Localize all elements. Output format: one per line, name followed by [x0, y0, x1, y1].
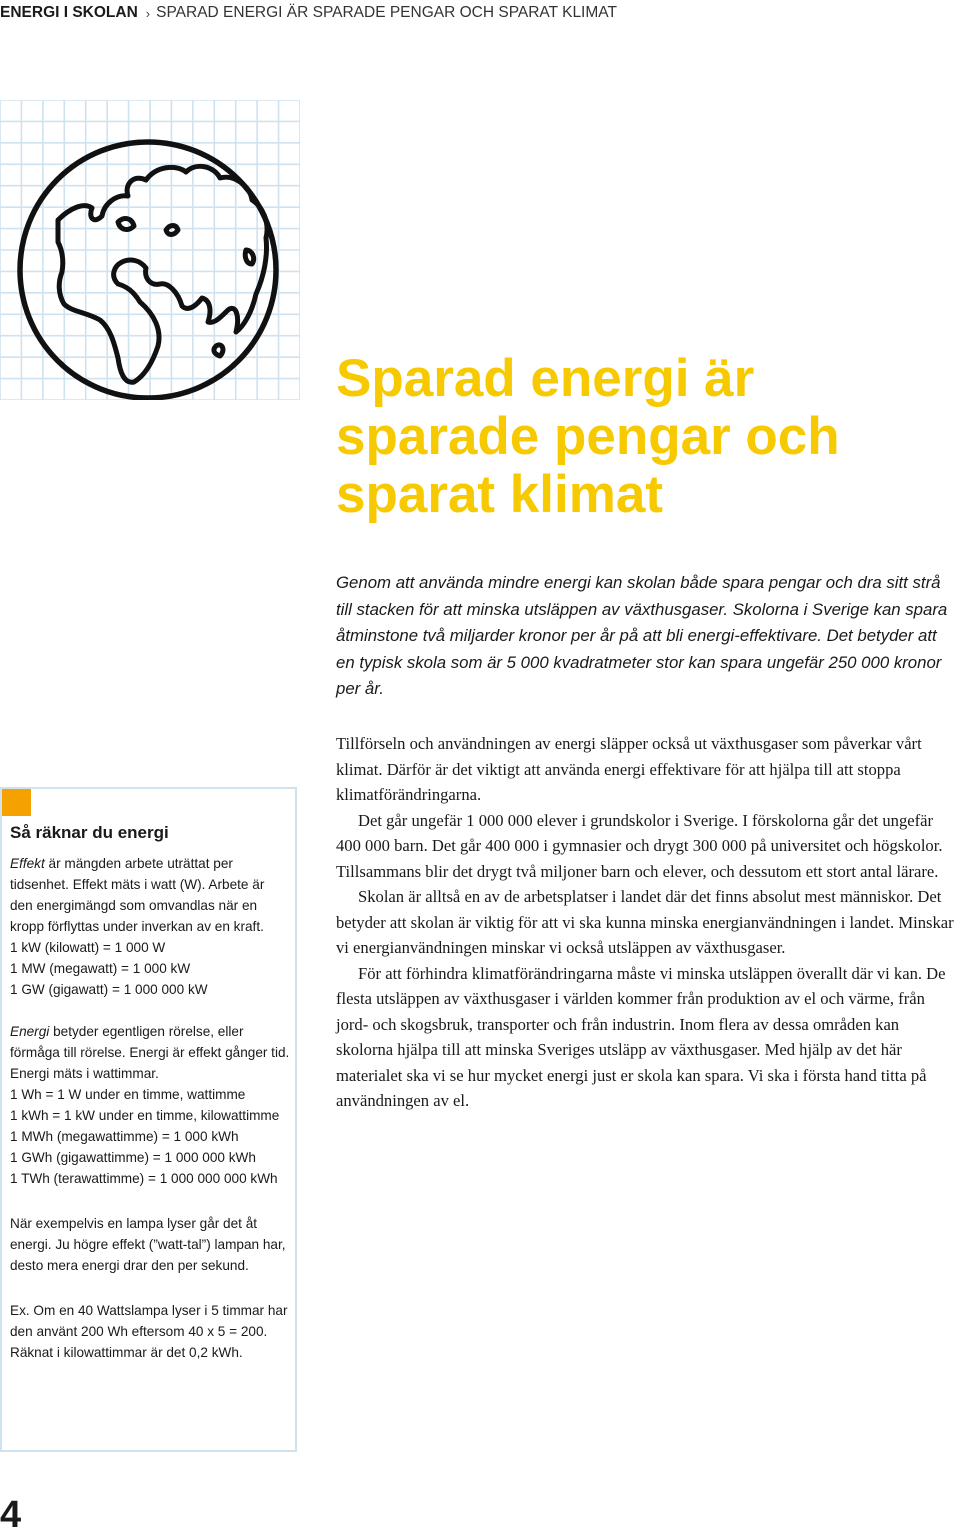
- spacer: [10, 1000, 290, 1021]
- effekt-text: är mängden arbete uträttat per tidsenhet. Effekt mäts i watt (W). Arbete är den energimängd som omvandlas när en kropp förflyttas under inverkan av en kraft.: [10, 856, 265, 934]
- effekt-term: Effekt: [10, 856, 45, 871]
- lamp-explanation: När exempelvis en lampa lyser går det åt energi. Ju högre effekt (”watt-tal”) lampan har, desto mera energi drar den per sekund.: [10, 1216, 286, 1273]
- fact-box-content: [10, 853, 290, 1363]
- power-unit: 1 GW (gigawatt) = 1 000 000 kW: [10, 982, 208, 997]
- accent-square: [2, 789, 31, 816]
- energi-text: betyder egentligen rörelse, eller förmåga till rörelse. Energi är effekt gånger tid. Energi mäts i wattimmar.: [10, 1024, 290, 1081]
- page-number: 4: [0, 1494, 22, 1536]
- fact-box: [0, 787, 297, 1452]
- globe-grid-icon: [0, 100, 300, 400]
- breadcrumb-section[interactable]: ENERGI I SKOLAN: [0, 4, 138, 21]
- power-unit: 1 MW (megawatt) = 1 000 kW: [10, 961, 191, 976]
- effekt-definition: [10, 853, 290, 937]
- intro-paragraph: Genom att använda mindre energi kan skolan både spara pengar och dra sitt strå till stacken för att minska utsläppen av växthusgaser. Skolorna i Sverige kan spara åtminstone två miljarder kronor per år på att bli energi-effektivare. Det betyder att en typisk skola som är 5 000 kvadratmeter stor kan spara ungefär 250 000 kronor per år.: [336, 573, 948, 698]
- body-paragraph: För att förhindra klimatförändringarna måste vi minska utsläppen överallt där vi kan. De flesta utsläppen av växthusgaser i världen kommer från produktion av el och värme, från jord- och skogsbruk, transporter och från industrin. Inom flera av dessa områden kan skolorna hjälpa till att minska Sveriges utsläpp av växthusgaser. Med hjälp av det här materialet ska vi se hur mycket energi just er skola kan spara. Vi ska i första hand titta på användningen av el.: [336, 963, 946, 1110]
- body-paragraph: Tillförseln och användningen av energi släpper också ut växthusgaser som påverkar vårt klimat. Därför är det viktigt att använda energi effektivare för att hjälpa till att stoppa klimatförändringarna.: [336, 734, 922, 804]
- power-unit: 1 kW (kilowatt) = 1 000 W: [10, 940, 166, 955]
- energi-term: Energi: [10, 1024, 50, 1039]
- breadcrumb-separator-icon: ›: [145, 5, 151, 21]
- energy-unit: 1 Wh = 1 W under en timme, wattimme: [10, 1087, 246, 1102]
- spacer: [10, 1189, 290, 1213]
- energi-definition: [10, 1021, 290, 1084]
- page-title: Sparad energi är sparade pengar och sparat klimat: [336, 349, 840, 524]
- breadcrumb: [0, 0, 617, 26]
- energy-unit: 1 MWh (megawattimme) = 1 000 kWh: [10, 1129, 239, 1144]
- body-paragraph: Det går ungefär 1 000 000 elever i grundskolor i Sverige. I förskolorna går det ungefär 400 000 barn. Det går 400 000 i gymnasier och drygt 300 000 på universitet och högskolor. Tillsammans blir det drygt två miljoner barn och elever, och dessutom ett stort antal lärare.: [336, 810, 943, 881]
- energy-unit: 1 kWh = 1 kW under en timme, kilowattimme: [10, 1108, 280, 1123]
- energy-unit: 1 GWh (gigawattimme) = 1 000 000 kWh: [10, 1150, 256, 1165]
- fact-box-heading: Så räknar du energi: [10, 823, 169, 842]
- globe-icon: [20, 142, 276, 398]
- body-paragraph: Skolan är alltså en av de arbetsplatser i landet där det finns absolut mest människor. Det betyder att skolan är viktig för att vi ska kunna minska energianvändningen i landet. Minskar vi energianvändningen minskar vi också utsläppen av växthusgaser.: [336, 887, 954, 957]
- breadcrumb-page-title: SPARAD ENERGI ÄR SPARADE PENGAR OCH SPARAT KLIMAT: [156, 4, 617, 21]
- energy-unit: 1 TWh (terawattimme) = 1 000 000 000 kWh: [10, 1171, 278, 1186]
- spacer: [10, 1276, 290, 1300]
- example-text: Ex. Om en 40 Wattslampa lyser i 5 timmar har den använt 200 Wh eftersom 40 x 5 = 200. Räknat i kilowattimmar är det 0,2 kWh.: [10, 1303, 288, 1360]
- body-text: [336, 731, 958, 1114]
